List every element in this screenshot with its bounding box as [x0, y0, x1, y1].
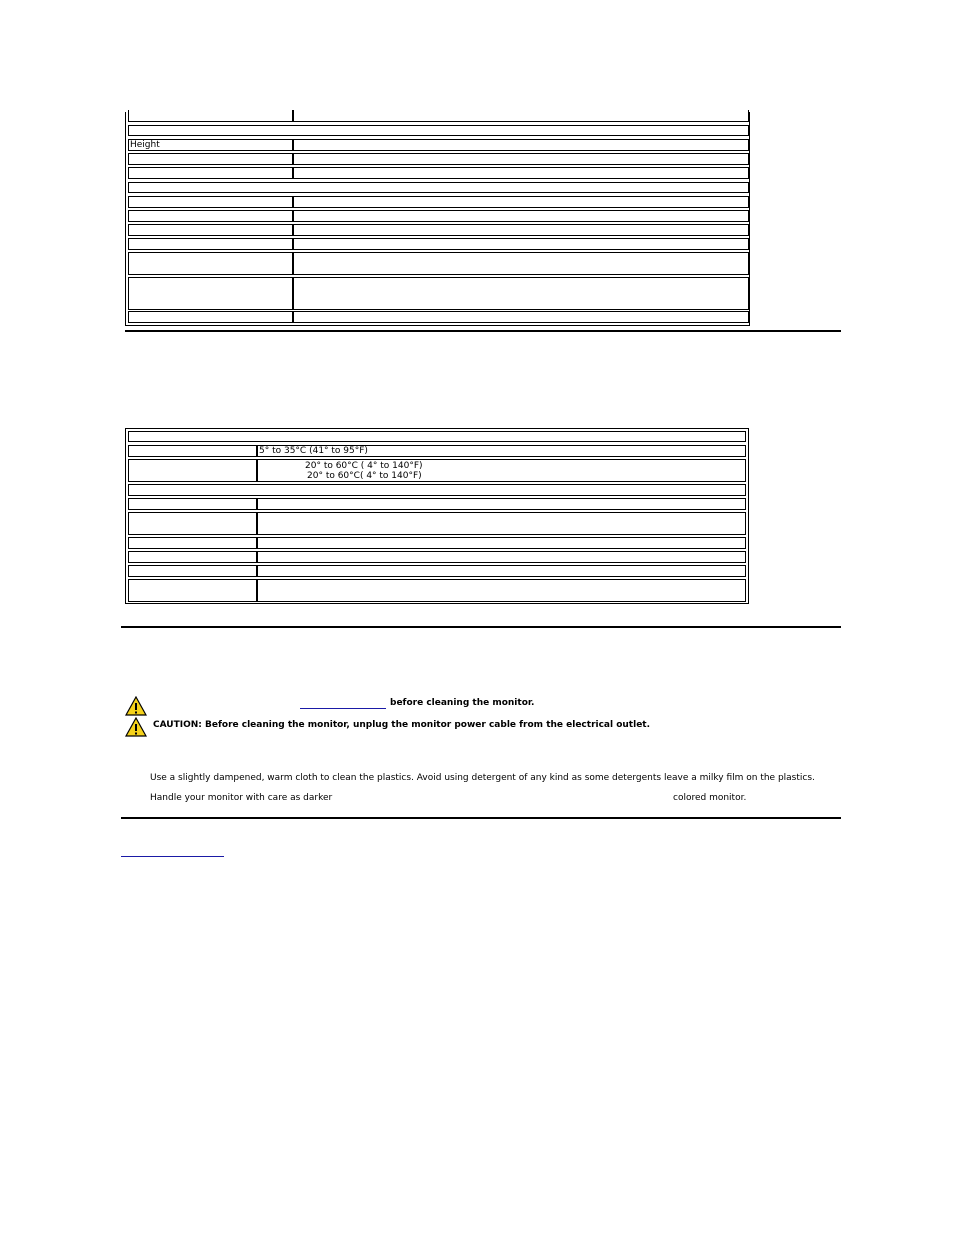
table-section-row: [128, 431, 746, 442]
table-cell-label: [128, 210, 293, 222]
section-divider: [121, 817, 841, 819]
table-cell-value: [257, 565, 746, 577]
table-cell-label: [128, 311, 293, 323]
back-to-contents-link[interactable]: [121, 848, 224, 857]
table-cell-value: [293, 139, 749, 151]
non-operating-temperature-value: [257, 459, 746, 482]
cleaning-paragraph-2-start: Handle your monitor with care as darker: [150, 793, 333, 803]
table-section-row: [128, 125, 749, 136]
table-cell-label: [128, 277, 293, 310]
table-cell-label: [128, 537, 257, 549]
physical-spec-table: [125, 112, 750, 326]
table-cell-value: [257, 579, 746, 602]
table-cell-label: [128, 459, 257, 482]
table-cell-value: [257, 537, 746, 549]
table-cell-value: [293, 167, 749, 179]
table-cell-value: [293, 110, 749, 122]
table-cell-label: [128, 252, 293, 275]
cleaning-paragraph-2-end: colored monitor.: [673, 793, 747, 803]
table-cell-value: [293, 153, 749, 165]
table-cell-label: [128, 167, 293, 179]
table-cell-value: [257, 498, 746, 510]
table-cell-label: [128, 579, 257, 602]
table-cell-label: [128, 153, 293, 165]
table-cell-label: [128, 110, 293, 122]
table-cell-value: [293, 210, 749, 222]
table-cell-label: [128, 224, 293, 236]
table-cell-value: [293, 224, 749, 236]
table-cell-value: [293, 196, 749, 208]
non-operating-temperature-line-2: 20° to 60°C( 4° to 140°F): [307, 471, 422, 481]
table-cell-value: [293, 311, 749, 323]
table-section-row: [128, 182, 749, 193]
table-cell-value: [293, 277, 749, 310]
table-cell-label: [128, 196, 293, 208]
cleaning-paragraph-1: Use a slightly dampened, warm cloth to clean the plastics. Avoid using detergent of any kind as some detergents leave a milky film on the plastics.: [150, 773, 815, 783]
table-cell-label: [128, 139, 293, 151]
section-divider: [121, 626, 841, 628]
table-cell-label: [128, 565, 257, 577]
table-cell-label: [128, 498, 257, 510]
table-section-row: [128, 484, 746, 496]
safety-instructions-link[interactable]: [300, 698, 386, 709]
table-cell-value: [293, 238, 749, 250]
warning-triangle-icon: [125, 717, 147, 737]
operating-temperature-value: [257, 445, 746, 457]
operating-temperature-text: 5° to 35°C (41° to 95°F): [259, 446, 368, 456]
caution-2-text: CAUTION: Before cleaning the monitor, unplug the monitor power cable from the electrical outlet.: [153, 720, 651, 730]
table-cell-label: [128, 512, 257, 535]
table-cell-value: [293, 252, 749, 275]
caution-1-text: before cleaning the monitor.: [390, 698, 535, 708]
section-divider: [125, 330, 841, 332]
warning-triangle-icon: [125, 696, 147, 716]
table-cell-label: [128, 238, 293, 250]
non-operating-temperature-line-1: 20° to 60°C ( 4° to 140°F): [305, 461, 423, 471]
table-cell-label: [128, 551, 257, 563]
table-cell-label: [128, 445, 257, 457]
table-cell-value: [257, 551, 746, 563]
height-label: Height: [130, 140, 160, 150]
table-cell-value: [257, 512, 746, 535]
environmental-spec-table: [125, 428, 749, 604]
